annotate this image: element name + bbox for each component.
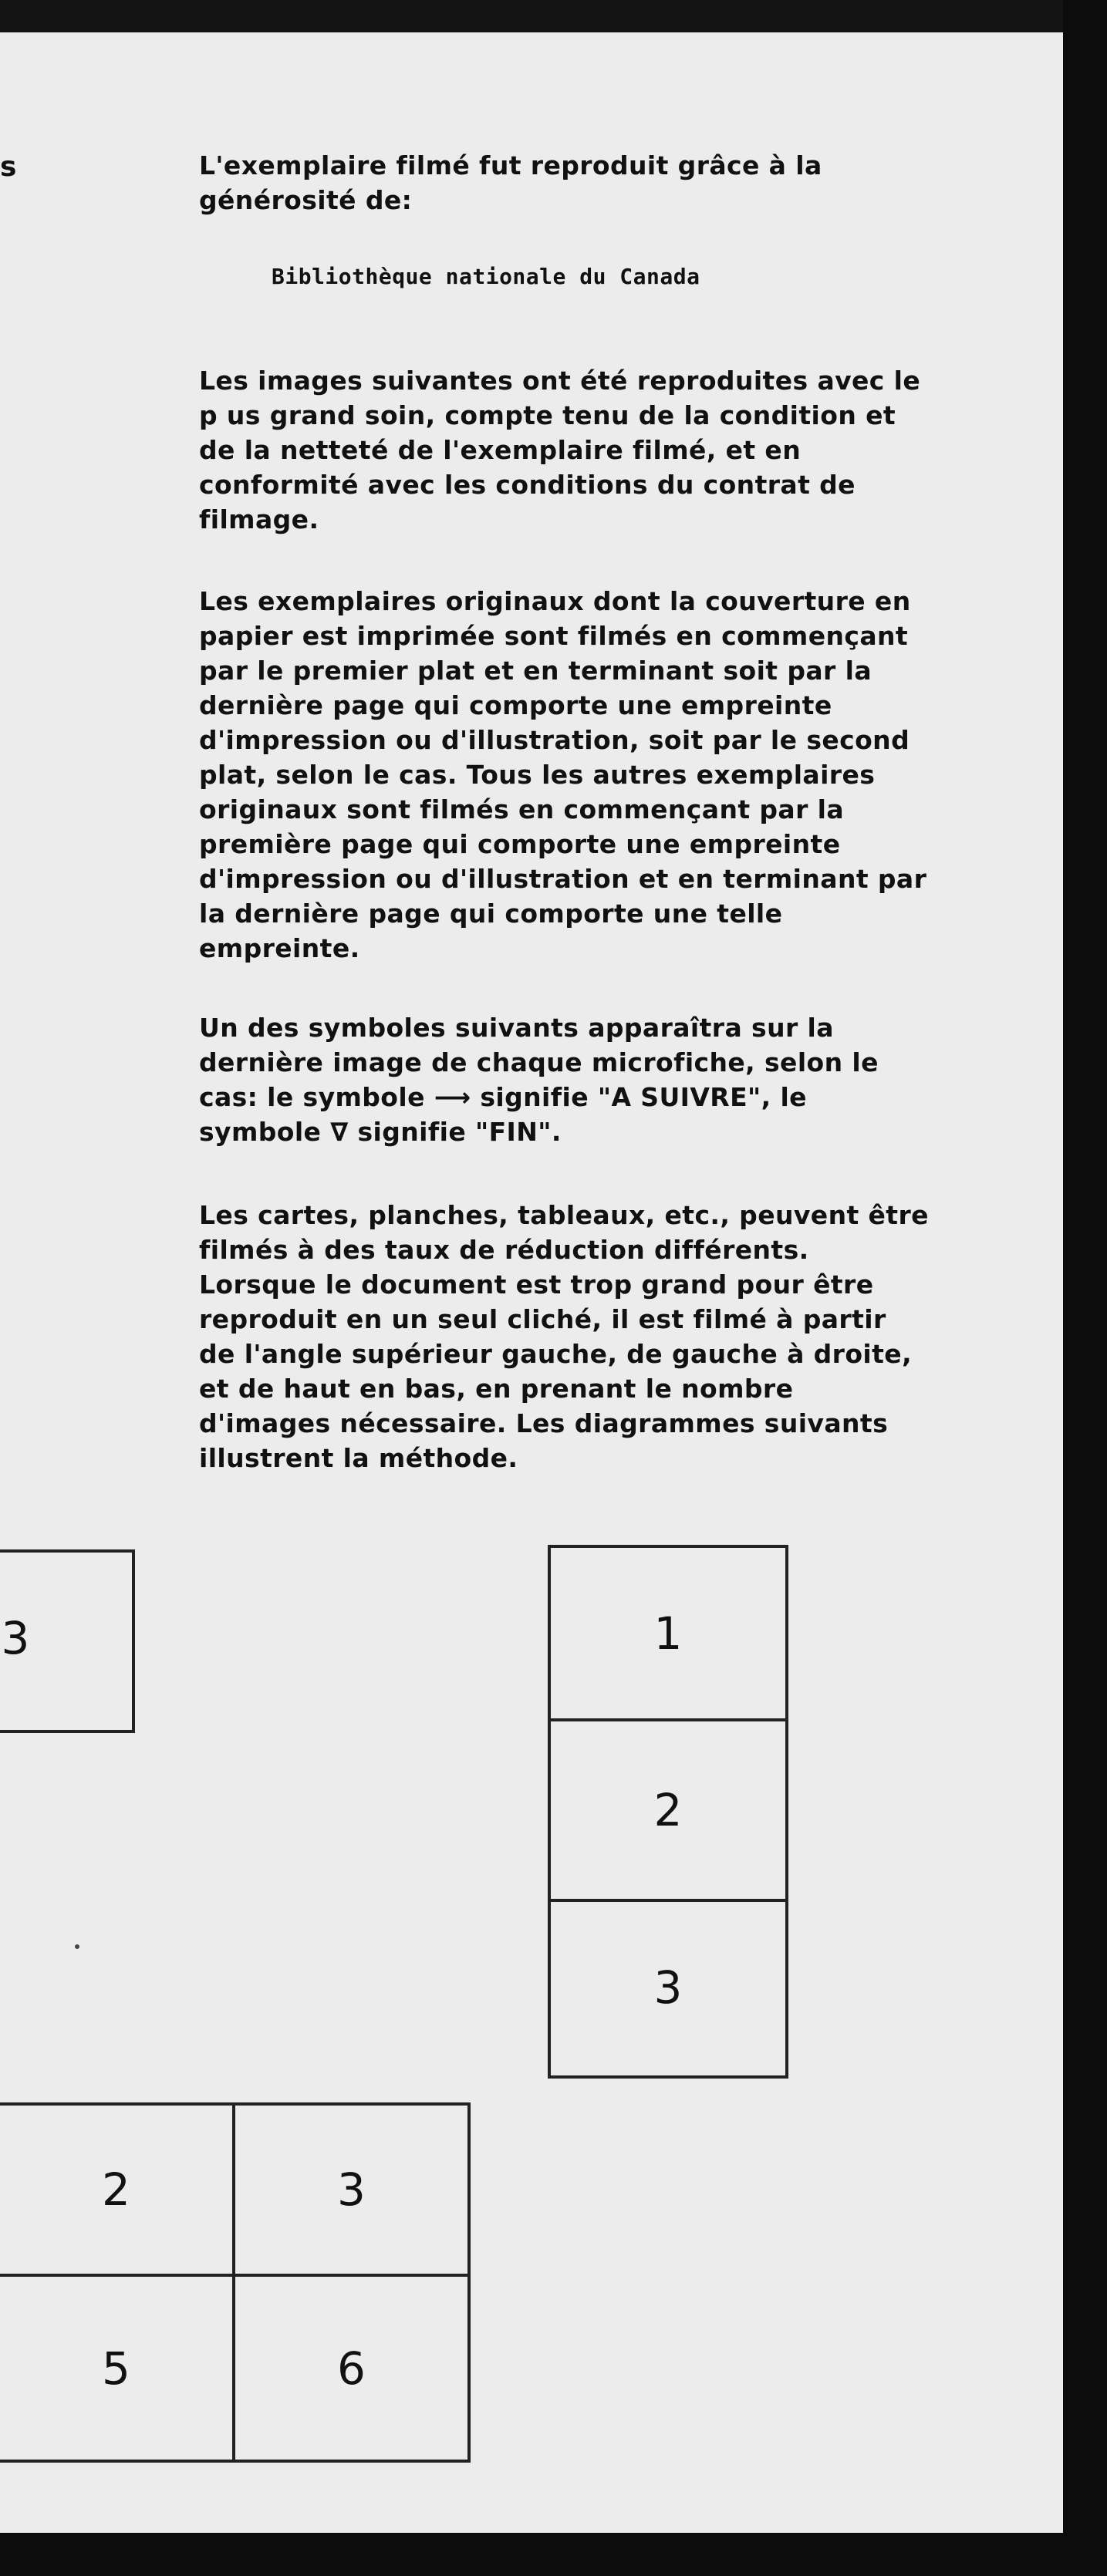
diagram-cell: 3	[653, 1961, 683, 2014]
diagram-cell: 1	[653, 1607, 683, 1660]
scan-edge-right	[1063, 0, 1107, 2576]
diagram-cell: 6	[337, 2342, 366, 2395]
paragraph-1: Les images suivantes ont été reproduites avec le p us grand soin, compte tenu de la condition et de la netteté de l'exemplaire filmé, et en conformité avec les conditions du contrat de filmage.	[199, 366, 921, 534]
intro-text: L'exemplaire filmé fut reproduit grâce à la générosité de:	[199, 150, 822, 215]
diagram-cell: 2	[102, 2163, 130, 2216]
diagram-cell: 3	[337, 2163, 366, 2216]
library-name: Bibliothèque nationale du Canada	[272, 264, 700, 289]
paragraph-3: Un des symboles suivants apparaîtra sur la dernière image de chaque microfiche, selon le cas: le symbole ⟶ signifie "A SUIVRE", le symbole ∇ signifie "FIN".	[199, 1013, 879, 1147]
scan-speck	[75, 1944, 79, 1949]
diagram-cell: 2	[653, 1784, 683, 1836]
diagram-cell: 5	[102, 2342, 130, 2395]
paragraph-2: Les exemplaires originaux dont la couverture en papier est imprimée sont filmés en commençant par le premier plat et en terminant soit par la dernière page qui comporte une empreinte d'impression ou d'illustration, soit par le second plat, selon le cas. Tous les autres exemplaires originaux sont filmés en commençant par la première page qui comporte une empreinte d'impression ou d'illustration et en terminant par la dernière page qui comporte une telle empreinte.	[199, 586, 927, 963]
cut-off-fragment: s	[0, 151, 17, 183]
scan-edge-bottom	[0, 2533, 1063, 2576]
paragraph-4: Les cartes, planches, tableaux, etc., peuvent être filmés à des taux de réduction différents. Lorsque le document est trop grand pour être reproduit en un seul cliché, il est filmé à partir de l'angle supérieur gauche, de gauche à droite, et de haut en bas, en prenant le nombre d'images nécessaire. Les diagrammes suivants illustrent la méthode.	[199, 1200, 929, 1473]
diagram-cell: 3	[1, 1612, 30, 1664]
